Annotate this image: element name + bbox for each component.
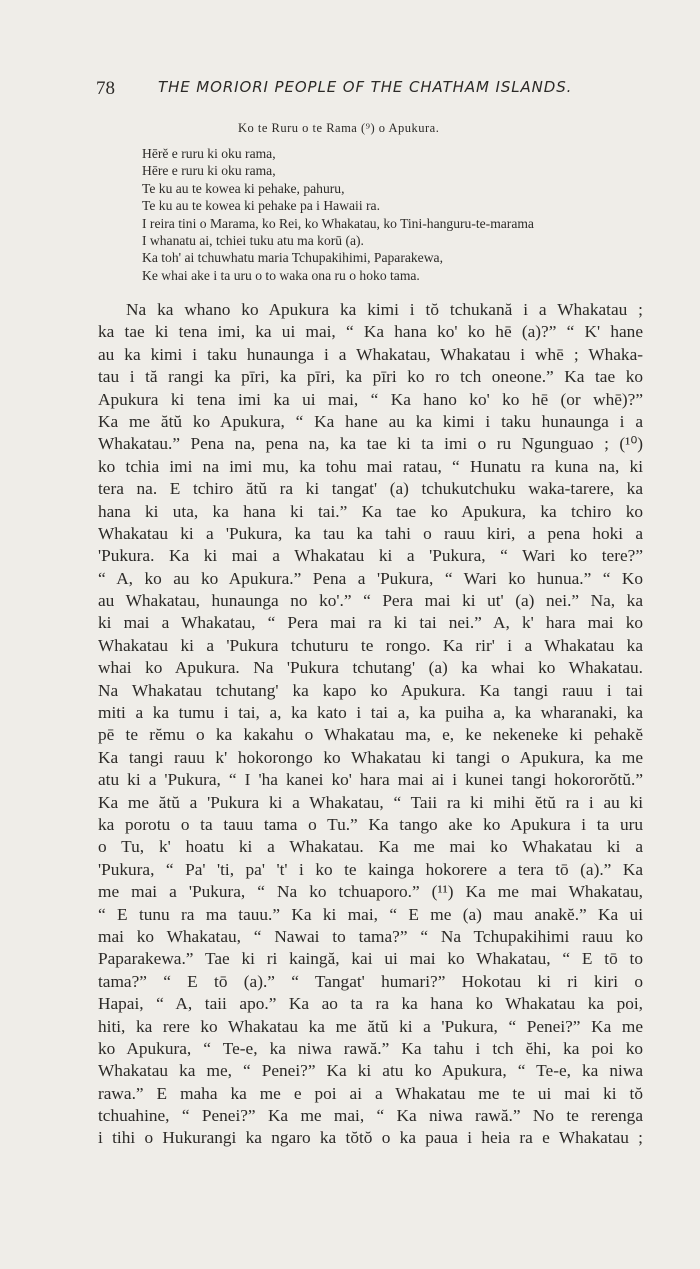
prose-line: tau i tă rangi ka pīri, ka pīri, ka pīri ko ro tch oneone.” Ka tae ko [98, 367, 643, 387]
prose-line: o Tu, k' hoatu ki a Whakatau. Ka me mai ko Whakatau ki a [98, 837, 643, 857]
poem-line: Te ku au te kowea ki pehake, pahuru, [142, 180, 345, 196]
prose-line: rawa.” E maha ka me e poi ai a Whakatau me te ui mai ki tŏ [98, 1083, 643, 1103]
prose-line: Na Whakatau tchutang' ka kapo ko Apukura. Ka tangi rauu i tai [98, 680, 643, 700]
poem-line: Hērĕ e ruru ki oku rama, [142, 146, 276, 161]
prose-line: me mai a 'Pukura, “ Na ko tchuaporo.” (¹¹) Ka me mai Whakatau, [98, 882, 643, 902]
prose-line: whai ko Apukura. Na 'Pukura tchutang' (a) ka whai ko Whakatau. [98, 658, 643, 678]
prose-line: Whakatau ki a 'Pukura, ka tau ka tahi o rauu kiri, a pena hoki a [98, 523, 643, 543]
poem-title: Ko te Ruru o te Rama (⁹) o Apukura. [238, 121, 440, 135]
prose-line: Whakatau ka me, “ Penei?” Ka ki atu ko Apukura, “ Te-e, ka niwa [98, 1061, 643, 1081]
prose-line: Ka tangi rauu k' hokorongo ko Whakatau ki tangi o Apukura, ka me [98, 747, 643, 767]
prose-line: ko Apukura, “ Te-e, ka niwa rawă.” Ka tahu i tch ĕhi, ka poi ko [98, 1038, 643, 1058]
prose-line: pē te rĕmu o ka kakahu o Whakatau ma, e, ke nekeneke ki pehakĕ [98, 725, 643, 745]
prose-line: atu ki a 'Pukura, “ I 'ha kanei ko' hara mai ai i kunei tangi hokororŏtŭ.” [98, 770, 643, 790]
page-number: 78 [96, 78, 115, 99]
prose-line: au Whakatau, hunaunga no ko'.” “ Pera mai ki ut' (a) nei.” Na, ka [98, 591, 643, 611]
prose-line: Ka me ătŭ ko Apukura, “ Ka hane au ka kimi i taku hunaunga i a [98, 411, 643, 431]
prose-line: miti a ka tumu i tai, a, ka kato i tai a, ka puiha a, ka wharanaki, ka [98, 703, 643, 723]
prose-line: hiti, ka rere ko Whakatau ka me ătŭ ki a 'Pukura, “ Penei?” Ka me [98, 1016, 643, 1036]
poem-line: Ka toh' ai tchuwhatu maria Tchupakihimi, Paparakewa, [142, 250, 443, 266]
running-title: THE MORIORI PEOPLE OF THE CHATHAM ISLANDS. [158, 78, 573, 96]
prose-line: Apukura ki tena imi ka ui mai, “ Ka hano ko' ko hē (or whē)?” [98, 389, 643, 409]
poem-line: I whanatu ai, tchiei tuku atu ma korū (a). [142, 232, 364, 248]
prose-line: ka tae ki tena imi, ka ui mai, “ Ka hana ko' ko hē (a)?” “ K' hane [98, 322, 643, 342]
poem-line: Ke whai ake i ta uru o to waka ona ru o hoko tama. [142, 267, 420, 283]
prose-line: Whakatau.” Pena na, pena na, ka tae ki ta imi o ru Ngunguao ; (¹⁰) [98, 434, 643, 454]
prose-line: 'Pukura, “ Pa' 'ti, pa' 't' i ko te kainga hokorere a tera tō (a).” Ka [98, 859, 643, 879]
prose-line: “ A, ko au ko Apukura.” Pena a 'Pukura, “ Wari ko hunua.” “ Ko [98, 568, 643, 588]
prose-line: tera na. E tchiro ătŭ ra ki tangat' (a) tchukutchuku waka-tarere, ka [98, 479, 643, 499]
poem-line: Te ku au te kowea ki pehake pa i Hawaii ra. [142, 198, 380, 214]
prose-line: Na ka whano ko Apukura ka kimi i tŏ tchukană i a Whakatau ; [126, 300, 643, 319]
prose-line: hana ki uta, ka hana ki tai.” Ka tae ko Apukura, ka tchiro ko [98, 501, 643, 521]
prose-line: Whakatau ki a 'Pukura tchuturu te rongo. Ka rir' i a Whakatau ka [98, 635, 643, 655]
prose-line: au ka kimi i taku hunaunga i a Whakatau, Whakatau i whē ; Whaka- [98, 344, 643, 364]
prose-line: tchuahine, “ Penei?” Ka me mai, “ Ka niwa rawă.” No te rerenga [98, 1106, 643, 1126]
poem-block [142, 145, 534, 284]
prose-block [98, 299, 643, 1150]
prose-line: tama?” “ E tō (a).” “ Tangat' humari?” Hokotau ki ri kiri o [98, 971, 643, 991]
poem-line: Hēre e ruru ki oku rama, [142, 163, 276, 179]
poem-line: I reira tini o Marama, ko Rei, ko Whakatau, ko Tini-hanguru-te-marama [142, 215, 534, 231]
prose-line: ko tchia imi na imi mu, ka tohu mai ratau, “ Hunatu ra kuna na, ki [98, 456, 643, 476]
prose-line: 'Pukura. Ka ki mai a Whakatau ki a 'Pukura, “ Wari ko tere?” [98, 546, 643, 566]
prose-line: ka porotu o ta tauu tama o Tu.” Ka tango ake ko Apukura i ta uru [98, 814, 643, 834]
prose-line: Ka me ătŭ a 'Pukura ki a Whakatau, “ Taii ra ki mihi ĕtŭ ra i au ki [98, 792, 643, 812]
page-header [96, 78, 586, 102]
prose-line: Hapai, “ A, taii apo.” Ka ao ta ra ka hana ko Whakatau ka poi, [98, 994, 643, 1014]
prose-line: mai ko Whakatau, “ Nawai to tama?” “ Na Tchupakihimi rauu ko [98, 926, 643, 946]
prose-line: ki mai a Whakatau, “ Pera mai ra ki tai nei.” A, k' hara mai ko [98, 613, 643, 633]
prose-line: i tihi o Hukurangi ka ngaro ka tŏtŏ o ka paua i heia ra e Whakatau ; [98, 1128, 643, 1148]
prose-line: Paparakewa.” Tae ki ri kaingă, kai ui mai ko Whakatau, “ E tō to [98, 949, 643, 969]
prose-line: “ E tunu ra ma tauu.” Ka ki mai, “ E me (a) mau anakĕ.” Ka ui [98, 904, 643, 924]
